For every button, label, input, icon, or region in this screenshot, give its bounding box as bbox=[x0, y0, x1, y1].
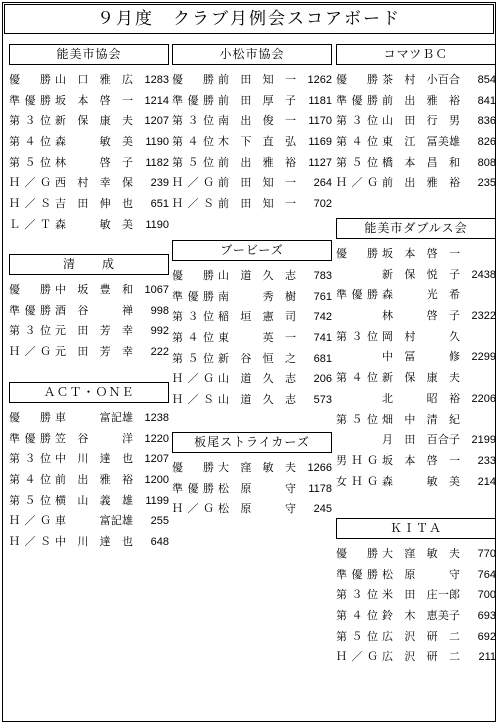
player-name: 前 出 雅 裕 bbox=[382, 176, 460, 190]
player-name: 橋 本 昌 和 bbox=[382, 155, 460, 169]
result-row bbox=[9, 280, 169, 301]
rank-label: 女ＨＧ bbox=[336, 474, 378, 488]
player-name: 広 沢 研 二 bbox=[382, 629, 460, 643]
result-row bbox=[9, 111, 169, 132]
result-row bbox=[172, 132, 332, 153]
score-value: 222 bbox=[150, 346, 169, 359]
result-row bbox=[172, 194, 332, 215]
player-name: 稲 垣 憲 司 bbox=[218, 310, 296, 324]
result-list bbox=[172, 70, 332, 215]
result-row bbox=[9, 194, 169, 215]
rank-label: Ｈ／Ｇ bbox=[9, 345, 51, 359]
result-list bbox=[336, 70, 496, 194]
player-name: 中 川 達 也 bbox=[55, 535, 133, 549]
score-value bbox=[466, 368, 496, 389]
score-value: 692 bbox=[477, 630, 496, 643]
player-name: 木 下 直 弘 bbox=[218, 135, 296, 149]
rank-label: 第４位 bbox=[336, 371, 378, 385]
result-row bbox=[172, 499, 332, 520]
result-row bbox=[336, 565, 496, 586]
result-row bbox=[9, 132, 169, 153]
result-list bbox=[9, 280, 169, 363]
rank-label: 優 勝 bbox=[9, 283, 51, 296]
result-row bbox=[336, 244, 496, 265]
result-row bbox=[336, 430, 496, 451]
result-row bbox=[336, 91, 496, 112]
club-name: 能美市ダブルス会 bbox=[336, 218, 496, 239]
rank-label: 優 勝 bbox=[9, 411, 51, 424]
result-row bbox=[336, 153, 496, 174]
player-name: 西 村 幸 保 bbox=[55, 176, 133, 190]
rank-label: 第３位 bbox=[9, 114, 51, 128]
score-value: 1207 bbox=[144, 115, 169, 128]
score-value: 2299 bbox=[471, 351, 496, 364]
result-row bbox=[9, 215, 169, 236]
result-row bbox=[336, 368, 496, 389]
rank-label: 第４位 bbox=[9, 135, 51, 149]
rank-label: 第４位 bbox=[336, 135, 378, 149]
result-row bbox=[9, 91, 169, 112]
rank-label: 準優勝 bbox=[172, 93, 214, 107]
score-value: 741 bbox=[313, 332, 332, 345]
result-row bbox=[172, 479, 332, 500]
player-name: 前 田 知 一 bbox=[218, 197, 296, 211]
result-row bbox=[9, 321, 169, 342]
rank-label: 優 勝 bbox=[172, 269, 214, 282]
result-row bbox=[172, 307, 332, 328]
score-value: 808 bbox=[477, 156, 496, 169]
player-name: 林 啓 子 bbox=[55, 155, 133, 169]
score-value: 836 bbox=[477, 115, 496, 128]
player-name: 森 光 希 bbox=[382, 288, 460, 302]
score-value: 742 bbox=[313, 311, 332, 324]
player-name: 酒 谷 禅 bbox=[55, 303, 133, 317]
club-name: 小松市協会 bbox=[172, 44, 332, 65]
result-row bbox=[172, 390, 332, 411]
score-value: 1238 bbox=[144, 412, 169, 424]
score-value: 1262 bbox=[307, 74, 332, 86]
rank-label: 第３位 bbox=[172, 114, 214, 128]
player-name: 林 啓 子 bbox=[382, 309, 460, 323]
score-value: 214 bbox=[477, 475, 496, 488]
club-name: ＫＩＴＡ bbox=[336, 518, 496, 539]
player-name: 坂 本 啓 一 bbox=[382, 453, 460, 467]
score-value: 1190 bbox=[145, 136, 169, 149]
player-name: 大 窪 敏 夫 bbox=[382, 547, 460, 560]
rank-label: 第５位 bbox=[9, 493, 51, 507]
club-name: コマツＢＣ bbox=[336, 44, 496, 65]
result-row bbox=[172, 458, 332, 479]
score-value: 1283 bbox=[144, 74, 169, 86]
player-name: 南 出 俊 一 bbox=[218, 114, 296, 128]
result-row bbox=[336, 647, 496, 668]
club-section bbox=[336, 44, 496, 194]
rank-label: 優 勝 bbox=[172, 461, 214, 474]
result-list bbox=[336, 244, 496, 492]
player-name: 前 田 厚 子 bbox=[218, 93, 296, 107]
player-name: 元 田 芳 幸 bbox=[55, 324, 133, 338]
player-name: 山 道 久 志 bbox=[218, 372, 296, 386]
player-name: 新 谷 恒 之 bbox=[218, 351, 296, 365]
player-name: 前 田 知 一 bbox=[218, 73, 296, 86]
score-value: 264 bbox=[313, 177, 332, 190]
player-name: 坂 本 啓 一 bbox=[55, 93, 133, 107]
score-value: 239 bbox=[150, 177, 169, 190]
rank-label: 第５位 bbox=[336, 629, 378, 643]
player-name: 南 秀 樹 bbox=[218, 289, 296, 303]
score-value: 206 bbox=[313, 373, 332, 386]
score-value: 648 bbox=[150, 536, 169, 549]
result-row bbox=[9, 532, 169, 553]
club-section bbox=[9, 44, 169, 236]
player-name: 前 出 雅 裕 bbox=[218, 155, 296, 169]
club-section bbox=[172, 44, 332, 215]
player-name: 前 出 雅 裕 bbox=[55, 473, 133, 487]
score-value: 854 bbox=[477, 74, 496, 86]
result-row bbox=[9, 429, 169, 450]
result-row bbox=[172, 91, 332, 112]
rank-label: Ｈ／Ｓ bbox=[172, 393, 214, 407]
result-list bbox=[172, 458, 332, 520]
score-value: 693 bbox=[477, 610, 496, 623]
result-row bbox=[172, 266, 332, 287]
rank-label: 第３位 bbox=[9, 452, 51, 466]
result-row bbox=[336, 132, 496, 153]
player-name: 笠 谷 洋 bbox=[55, 431, 133, 445]
rank-label bbox=[336, 347, 382, 368]
score-value: 235 bbox=[477, 177, 496, 190]
rank-label: 第４位 bbox=[9, 473, 51, 487]
result-row bbox=[172, 111, 332, 132]
rank-label: Ｈ／Ｇ bbox=[172, 372, 214, 386]
player-name: 新 保 康 夫 bbox=[382, 371, 460, 385]
rank-label: 第４位 bbox=[336, 609, 378, 623]
score-value: 245 bbox=[313, 503, 332, 516]
club-section bbox=[336, 218, 496, 492]
result-row bbox=[336, 285, 496, 306]
rank-label: Ｈ／Ｇ bbox=[172, 176, 214, 190]
result-row bbox=[9, 449, 169, 470]
result-row bbox=[336, 173, 496, 194]
player-name: 茶 村 小百合 bbox=[382, 73, 460, 86]
result-list bbox=[336, 544, 496, 668]
score-value: 1170 bbox=[308, 115, 332, 128]
score-value: 841 bbox=[477, 94, 496, 107]
player-name: 東 江 冨美雄 bbox=[382, 135, 460, 149]
player-name: 横 山 義 雄 bbox=[55, 493, 133, 507]
score-value bbox=[466, 285, 496, 306]
result-row bbox=[336, 585, 496, 606]
rank-label: 準優勝 bbox=[336, 93, 378, 107]
score-value: 1266 bbox=[307, 462, 332, 474]
rank-label: 第４位 bbox=[172, 135, 214, 149]
rank-label: 準優勝 bbox=[9, 431, 51, 445]
rank-label: 優 勝 bbox=[336, 73, 378, 86]
player-name: 大 窪 敏 夫 bbox=[218, 461, 296, 474]
rank-label: Ｈ／Ｇ bbox=[9, 176, 51, 190]
score-value: 1169 bbox=[308, 136, 332, 149]
player-name: 米 田 庄一郎 bbox=[382, 588, 460, 602]
player-name: 中 川 達 也 bbox=[55, 452, 133, 466]
player-name: 森 敏 美 bbox=[382, 474, 460, 488]
player-name: 森 敏 美 bbox=[55, 217, 133, 231]
score-value: 1178 bbox=[308, 482, 332, 495]
rank-label bbox=[336, 430, 382, 451]
player-name: 車 富記雄 bbox=[55, 514, 133, 528]
result-row bbox=[336, 306, 496, 327]
player-name: 中 冨 修 bbox=[382, 350, 460, 364]
score-value: 233 bbox=[477, 454, 496, 467]
player-name: 前 出 雅 裕 bbox=[382, 93, 460, 107]
result-row bbox=[336, 70, 496, 91]
result-row bbox=[336, 451, 496, 472]
rank-label: 準優勝 bbox=[172, 481, 214, 495]
result-row bbox=[9, 511, 169, 532]
score-value: 770 bbox=[477, 548, 496, 560]
score-value: 1190 bbox=[145, 218, 169, 231]
player-name: 鈴 木 恵美子 bbox=[382, 609, 460, 623]
rank-label: 優 勝 bbox=[336, 547, 378, 560]
score-value: 764 bbox=[477, 568, 496, 581]
player-name: 山 田 行 男 bbox=[382, 114, 460, 128]
rank-label: 第５位 bbox=[336, 412, 378, 426]
rank-label: 第３位 bbox=[9, 324, 51, 338]
rank-label: 第３位 bbox=[172, 310, 214, 324]
result-list bbox=[9, 70, 169, 236]
player-name: 山 道 久 志 bbox=[218, 269, 296, 282]
club-name: 清 成 bbox=[9, 254, 169, 275]
result-row bbox=[9, 491, 169, 512]
score-value: 651 bbox=[150, 198, 169, 211]
score-value: 573 bbox=[313, 394, 332, 407]
player-name: 松 原 守 bbox=[218, 481, 296, 495]
result-row bbox=[336, 111, 496, 132]
club-section bbox=[172, 432, 332, 520]
score-value: 2206 bbox=[471, 392, 496, 405]
rank-label: 第５位 bbox=[172, 351, 214, 365]
result-row bbox=[172, 349, 332, 370]
player-name: 山 道 久 志 bbox=[218, 393, 296, 407]
rank-label: 第３位 bbox=[336, 588, 378, 602]
club-name: 能美市協会 bbox=[9, 44, 169, 65]
rank-label: 準優勝 bbox=[9, 303, 51, 317]
rank-label: 第５位 bbox=[9, 155, 51, 169]
rank-label: 優 勝 bbox=[336, 247, 378, 260]
result-row bbox=[172, 173, 332, 194]
result-row bbox=[336, 472, 496, 493]
score-value: 1199 bbox=[145, 494, 169, 507]
rank-label: Ｈ／Ｇ bbox=[172, 502, 214, 516]
player-name: 松 原 守 bbox=[218, 502, 296, 516]
score-value: 761 bbox=[313, 290, 332, 303]
result-row bbox=[9, 408, 169, 429]
result-row bbox=[9, 153, 169, 174]
rank-label bbox=[336, 389, 382, 410]
player-name: 東 英 一 bbox=[218, 331, 296, 345]
score-value: 700 bbox=[477, 589, 496, 602]
result-row bbox=[172, 70, 332, 91]
rank-label: Ｈ／Ｓ bbox=[9, 535, 51, 549]
rank-label: 準優勝 bbox=[172, 289, 214, 303]
score-value: 211 bbox=[478, 651, 496, 664]
result-row bbox=[336, 544, 496, 565]
score-value: 1182 bbox=[145, 156, 169, 169]
result-row bbox=[336, 347, 496, 368]
result-row bbox=[336, 606, 496, 627]
player-name: 松 原 守 bbox=[382, 567, 460, 581]
player-name: 前 田 知 一 bbox=[218, 176, 296, 190]
score-value: 1207 bbox=[144, 453, 169, 466]
score-value: 2322 bbox=[471, 310, 496, 323]
score-value bbox=[466, 244, 496, 265]
score-value: 1067 bbox=[144, 284, 169, 296]
result-row bbox=[336, 265, 496, 286]
result-row bbox=[172, 328, 332, 349]
score-value: 702 bbox=[313, 198, 332, 211]
result-row bbox=[336, 327, 496, 348]
rank-label: 準優勝 bbox=[336, 288, 378, 302]
score-value: 826 bbox=[477, 136, 496, 149]
rank-label: 優 勝 bbox=[9, 73, 51, 86]
rank-label: 第４位 bbox=[172, 331, 214, 345]
score-value: 1127 bbox=[308, 156, 332, 169]
result-list bbox=[172, 266, 332, 411]
rank-label: Ｌ／Ｔ bbox=[9, 217, 51, 231]
score-value: 1220 bbox=[144, 432, 169, 445]
player-name: 岡 村 久 bbox=[382, 329, 460, 343]
result-row bbox=[9, 470, 169, 491]
rank-label: Ｈ／Ｓ bbox=[9, 197, 51, 211]
score-value: 2438 bbox=[471, 268, 496, 281]
player-name: 森 敏 美 bbox=[55, 135, 133, 149]
page-title: ９月度 クラブ月例会スコアボード bbox=[4, 4, 494, 34]
club-name: ＡＣＴ・ＯＮＥ bbox=[9, 382, 169, 403]
player-name: 北 昭 裕 bbox=[382, 391, 460, 405]
rank-label: 準優勝 bbox=[9, 93, 51, 107]
club-section bbox=[9, 254, 169, 363]
score-value: 992 bbox=[150, 325, 169, 338]
player-name: 車 富記雄 bbox=[55, 411, 133, 424]
result-row bbox=[172, 287, 332, 308]
player-name: 広 沢 研 二 bbox=[382, 650, 460, 664]
player-name: 畑 中 清 紀 bbox=[382, 412, 460, 426]
score-value: 2199 bbox=[471, 434, 496, 447]
rank-label: 男ＨＧ bbox=[336, 453, 378, 467]
rank-label: 第５位 bbox=[172, 155, 214, 169]
player-name: 新 保 悦 子 bbox=[382, 267, 460, 281]
result-row bbox=[172, 369, 332, 390]
rank-label: 優 勝 bbox=[172, 73, 214, 86]
result-row bbox=[9, 301, 169, 322]
player-name: 中 坂 豊 和 bbox=[55, 283, 133, 296]
result-row bbox=[9, 173, 169, 194]
rank-label: Ｈ／Ｇ bbox=[336, 176, 378, 190]
score-value: 1214 bbox=[144, 94, 169, 107]
rank-label: Ｈ／Ｇ bbox=[336, 650, 378, 664]
club-name: ブービーズ bbox=[172, 240, 332, 261]
rank-label bbox=[336, 265, 382, 286]
score-value: 1200 bbox=[144, 474, 169, 487]
score-value: 783 bbox=[313, 270, 332, 282]
rank-label: 第３位 bbox=[336, 114, 378, 128]
player-name: 吉 田 伸 也 bbox=[55, 197, 133, 211]
rank-label: Ｈ／Ｓ bbox=[172, 197, 214, 211]
rank-label: Ｈ／Ｇ bbox=[9, 514, 51, 528]
rank-label bbox=[336, 306, 382, 327]
club-section bbox=[336, 518, 496, 668]
score-value: 998 bbox=[150, 304, 169, 317]
result-row bbox=[336, 410, 496, 431]
score-value bbox=[466, 327, 496, 348]
rank-label: 第５位 bbox=[336, 155, 378, 169]
score-value: 1181 bbox=[308, 94, 332, 107]
rank-label: 第３位 bbox=[336, 329, 378, 343]
result-row bbox=[336, 389, 496, 410]
player-name: 坂 本 啓 一 bbox=[382, 247, 460, 260]
player-name: 新 保 康 夫 bbox=[55, 114, 133, 128]
score-value: 255 bbox=[150, 515, 169, 528]
result-row bbox=[172, 153, 332, 174]
score-value: 681 bbox=[313, 352, 332, 365]
score-value bbox=[466, 410, 496, 431]
rank-label: 準優勝 bbox=[336, 567, 378, 581]
player-name: 山 口 雅 広 bbox=[55, 73, 133, 86]
club-section bbox=[9, 382, 169, 553]
player-name: 月 田 百合子 bbox=[382, 433, 460, 447]
club-section bbox=[172, 240, 332, 411]
result-list bbox=[9, 408, 169, 553]
result-row bbox=[9, 342, 169, 363]
result-row bbox=[336, 627, 496, 648]
result-row bbox=[9, 70, 169, 91]
player-name: 元 田 芳 幸 bbox=[55, 345, 133, 359]
club-name: 板尾ストライカーズ bbox=[172, 432, 332, 453]
